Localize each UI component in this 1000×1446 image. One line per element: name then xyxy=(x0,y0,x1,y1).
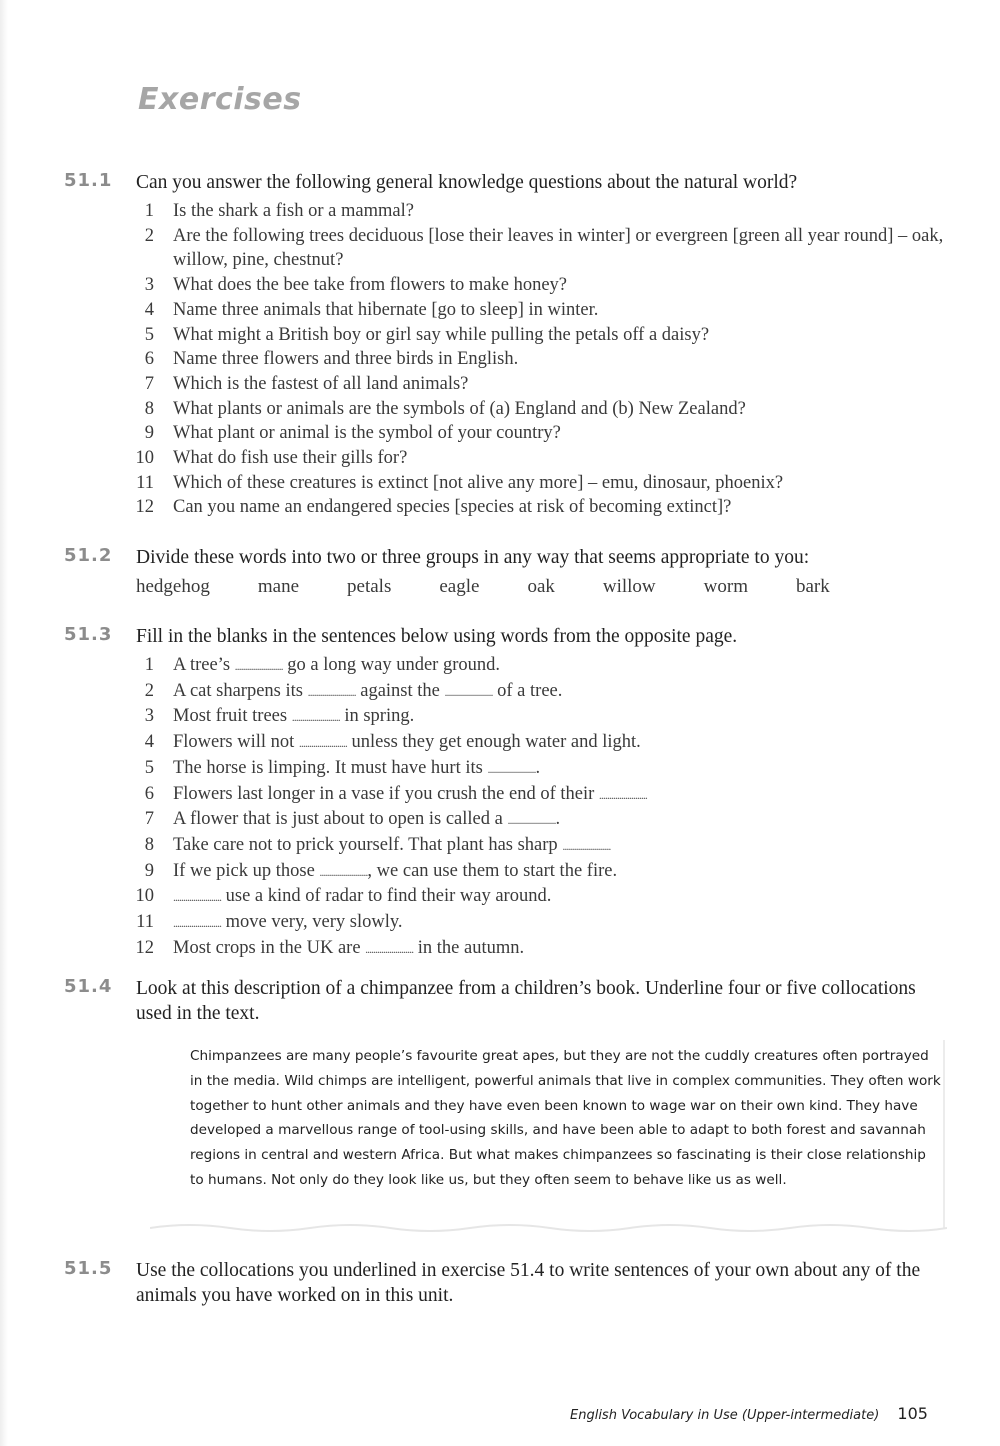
answer-blank[interactable]: ........................ xyxy=(234,659,283,673)
item-text: move very, very slowly. xyxy=(221,912,403,933)
word-item: petals xyxy=(347,576,392,597)
item-text: If we pick up those xyxy=(173,860,320,881)
gap-fill-item xyxy=(64,679,944,705)
item-number: 1 xyxy=(144,655,154,675)
exercise-number: 51.3 xyxy=(64,624,113,645)
item-number: 7 xyxy=(144,809,154,830)
question-item xyxy=(64,471,944,496)
item-text: What plant or animal is the symbol of your country? xyxy=(173,423,561,444)
word-item: mane xyxy=(257,576,300,597)
question-item xyxy=(64,298,944,323)
item-text: Flowers last longer in a vase if you crush the end of their xyxy=(173,783,599,804)
question-item xyxy=(64,421,944,446)
word-list xyxy=(136,576,944,598)
exercise-51-5 xyxy=(64,1258,944,1308)
item-number: 8 xyxy=(144,834,154,855)
page-title: Exercises xyxy=(138,82,302,117)
item-text: Name three flowers and three birds in English. xyxy=(173,349,519,370)
word-item: willow xyxy=(602,576,656,597)
item-text: What plants or animals are the symbols of (a) England and (b) New Zealand? xyxy=(173,398,746,419)
question-item xyxy=(64,446,944,471)
exercise-51-4 xyxy=(64,976,944,1026)
item-number: 2 xyxy=(144,225,154,246)
gap-fill-item xyxy=(64,859,944,885)
word-item: worm xyxy=(703,576,748,597)
item-text: Name three animals that hibernate [go to sleep] in winter. xyxy=(173,299,599,320)
answer-blank[interactable]: ........................ xyxy=(487,761,536,776)
answer-blank[interactable]: ........................ xyxy=(319,864,368,879)
item-text: A cat sharpens its xyxy=(173,680,308,701)
answer-blank[interactable]: ........................ xyxy=(173,916,221,931)
answer-blank[interactable]: ........................ xyxy=(307,684,356,699)
answer-blank[interactable]: ........................ xyxy=(173,890,221,905)
gap-fill-list xyxy=(64,653,944,961)
item-text: . xyxy=(535,757,541,778)
item-number: 9 xyxy=(144,423,154,444)
word-item: eagle xyxy=(439,576,480,597)
word-item: hedgehog xyxy=(136,576,210,597)
exercise-instruction: Divide these words into two or three groups in any way that seems appropriate to you: xyxy=(136,547,810,568)
gap-fill-item xyxy=(64,704,944,730)
item-number: 11 xyxy=(136,472,154,493)
item-text: What might a British boy or girl say while pulling the petals off a daisy? xyxy=(173,324,710,345)
answer-blank[interactable]: ........................ xyxy=(444,684,493,699)
gap-fill-item xyxy=(64,653,944,679)
item-text: What do fish use their gills for? xyxy=(173,448,408,469)
item-number: 4 xyxy=(144,732,154,753)
gap-fill-item xyxy=(64,910,944,936)
item-text: Which of these creatures is extinct [not alive any more] – emu, dinosaur, phoenix? xyxy=(173,472,784,493)
question-item xyxy=(64,397,944,422)
page-edge-shadow xyxy=(0,0,8,1446)
gap-fill-item xyxy=(64,807,944,833)
item-number: 2 xyxy=(144,680,154,701)
item-text: The horse is limping. It must have hurt its xyxy=(173,757,488,778)
item-number: 12 xyxy=(135,497,154,518)
answer-blank[interactable]: ........................ xyxy=(598,787,647,802)
item-number: 5 xyxy=(144,324,154,345)
gap-fill-item xyxy=(64,833,944,859)
exercise-number: 51.5 xyxy=(64,1258,113,1279)
exercise-instruction: Look at this description of a chimpanzee from a children’s book. Underline four or five collocations used in the text. xyxy=(136,978,916,1024)
exercise-instruction: Fill in the blanks in the sentences below using words from the opposite page. xyxy=(136,626,738,647)
item-text: go a long way under ground. xyxy=(282,655,500,675)
item-text: of a tree. xyxy=(492,680,563,701)
item-number: 9 xyxy=(144,860,154,881)
item-text: A flower that is just about to open is called a xyxy=(173,809,508,830)
question-item xyxy=(64,224,944,273)
exercise-51-3 xyxy=(64,624,944,961)
exercise-51-2 xyxy=(64,545,944,598)
word-item: oak xyxy=(527,576,555,597)
item-number: 1 xyxy=(144,201,154,221)
item-text: in the autumn. xyxy=(413,937,525,958)
exercise-instruction: Use the collocations you underlined in exercise 51.4 to write sentences of your own about any of the animals you have worked on in this unit. xyxy=(136,1260,921,1306)
exercise-instruction: Can you answer the following general knowledge questions about the natural world? xyxy=(136,172,798,193)
item-number: 11 xyxy=(136,912,154,933)
item-text: in spring. xyxy=(339,706,415,727)
item-number: 12 xyxy=(135,937,154,958)
item-number: 5 xyxy=(144,757,154,778)
item-text: against the xyxy=(355,680,445,701)
question-item xyxy=(64,372,944,397)
answer-blank[interactable]: ........................ xyxy=(298,736,347,751)
item-number: 6 xyxy=(144,349,154,370)
answer-blank[interactable]: ........................ xyxy=(562,838,611,853)
item-text: Is the shark a fish or a mammal? xyxy=(173,201,414,221)
question-item xyxy=(64,273,944,298)
gap-fill-item xyxy=(64,730,944,756)
item-text: use a kind of radar to find their way around. xyxy=(221,886,552,907)
item-text: Can you name an endangered species [species at risk of becoming extinct]? xyxy=(173,497,732,518)
item-number: 7 xyxy=(144,373,154,394)
passage-decorative-border xyxy=(150,1222,947,1232)
question-item xyxy=(64,199,944,224)
exercise-number: 51.4 xyxy=(64,976,113,997)
page-footer xyxy=(570,1404,928,1423)
book-title: English Vocabulary in Use (Upper-intermediate) xyxy=(570,1408,880,1423)
answer-blank[interactable]: ........................ xyxy=(291,710,340,725)
exercise-number: 51.2 xyxy=(64,545,113,566)
item-text: , we can use them to start the fire. xyxy=(367,860,618,881)
word-item: bark xyxy=(795,576,830,597)
answer-blank[interactable]: ........................ xyxy=(365,941,414,956)
exercise-51-1 xyxy=(64,170,944,520)
item-text: Are the following trees deciduous [lose their leaves in winter] or evergreen [green all year round] – oak, willow, pine, chestnut? xyxy=(173,225,944,271)
exercise-number: 51.1 xyxy=(64,170,113,191)
item-text: What does the bee take from flowers to make honey? xyxy=(173,275,568,296)
item-text: Most fruit trees xyxy=(173,706,292,727)
item-number: 4 xyxy=(144,299,154,320)
item-text: Take care not to prick yourself. That plant has sharp xyxy=(173,834,563,855)
item-number: 8 xyxy=(144,398,154,419)
item-number: 3 xyxy=(144,275,154,296)
question-list xyxy=(64,199,944,520)
item-text: A tree’s xyxy=(173,655,235,675)
gap-fill-item xyxy=(64,782,944,808)
item-text: Most crops in the UK are xyxy=(173,937,366,958)
item-number: 6 xyxy=(144,783,154,804)
item-text: Flowers will not xyxy=(173,732,299,753)
item-number: 10 xyxy=(135,448,154,469)
item-text: . xyxy=(555,809,561,830)
question-item xyxy=(64,495,944,520)
answer-blank[interactable]: ........................ xyxy=(507,813,556,828)
gap-fill-item xyxy=(64,884,944,910)
question-item xyxy=(64,347,944,372)
question-item xyxy=(64,323,944,348)
item-text: unless they get enough water and light. xyxy=(346,732,641,753)
chimpanzee-passage: Chimpanzees are many people’s favourite great apes, but they are not the cuddly creatures often portrayed in the media. Wild chimps are intelligent, powerful animals that live in complex communities. They often work together to hunt other animals and they have even been known to wage war on their own kind. They have developed a marvellous range of tool-using skills, and have been able to adapt to both forest and savannah regions in central and western Africa. But what makes chimpanzees so fascinating is their close relationship to humans. Not only do they look like us, but they often seem to behave like us as well. xyxy=(150,1040,945,1228)
item-number: 10 xyxy=(135,886,154,907)
gap-fill-item xyxy=(64,936,944,962)
item-number: 3 xyxy=(144,706,154,727)
gap-fill-item xyxy=(64,756,944,782)
item-text: Which is the fastest of all land animals? xyxy=(173,373,469,394)
page-number: 105 xyxy=(897,1404,928,1423)
